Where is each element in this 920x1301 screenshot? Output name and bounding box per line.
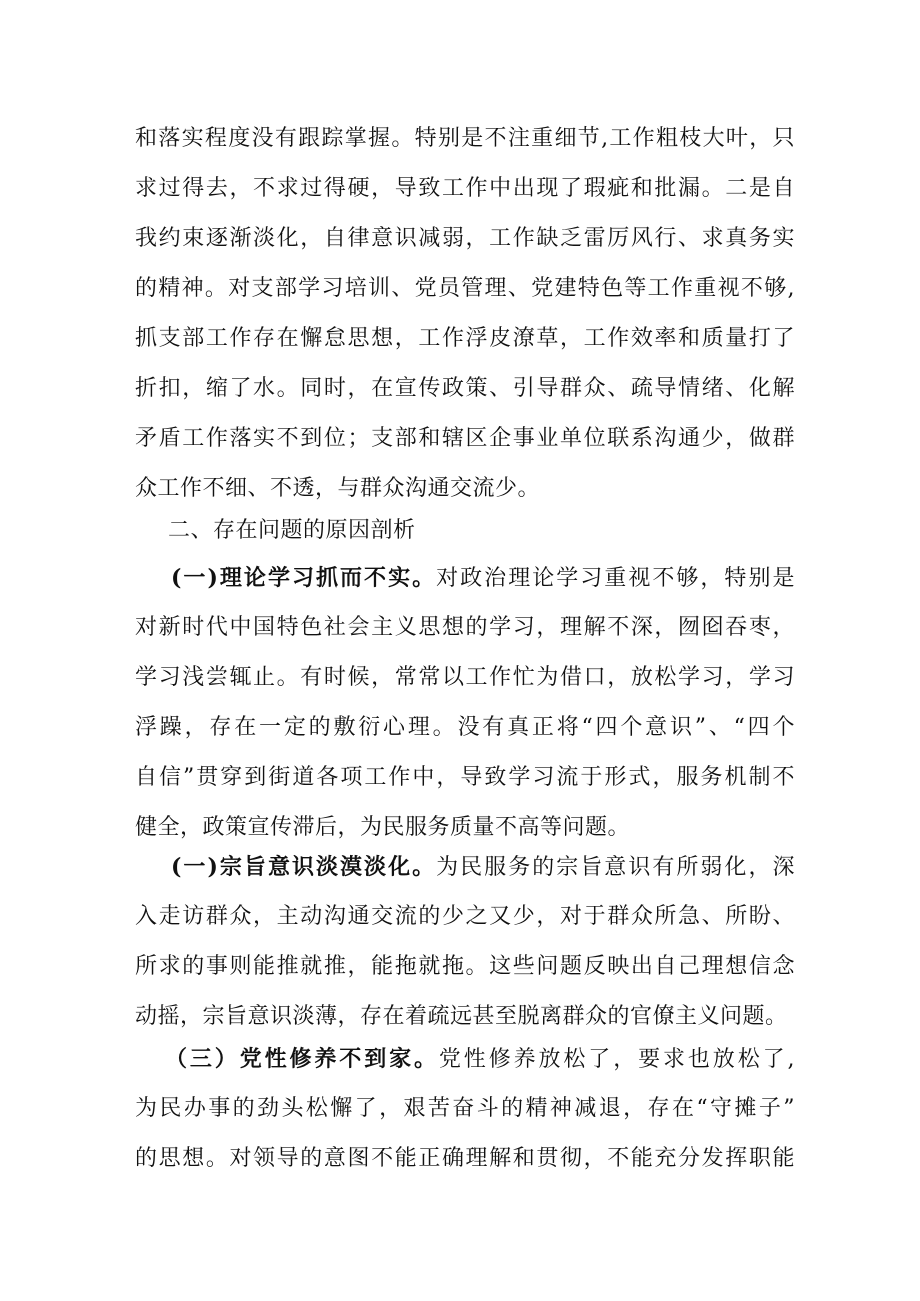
text-line: 所求的事则能推就推，能拖就拖。这些问题反映出自己理想信念 xyxy=(135,954,795,979)
text-line: 健全，政策宣传滞后，为民服务质量不高等问题。 xyxy=(135,815,631,840)
text-line: 折扣，缩了水。同时，在宣传政策、引导群众、疏导情绪、化解 xyxy=(135,376,795,401)
text-line: 众工作不细、不透，与群众沟通交流少。 xyxy=(135,476,541,501)
text-line: 动摇，宗旨意识淡薄，存在着疏远甚至脱离群众的官僚主义问题。 xyxy=(135,1004,788,1029)
text-line: 自信”贯穿到街道各项工作中，导致学习流于形式，服务机制不 xyxy=(135,765,795,790)
text-line: 为民办事的劲头松懈了，艰苦奋斗的精神减退，存在“守摊子” xyxy=(135,1096,795,1121)
text-line: 的思想。对领导的意图不能正确理解和贯彻，不能充分发挥职能 xyxy=(135,1146,795,1171)
text-line: 矛盾工作落实不到位；支部和辖区企事业单位联系沟通少，做群 xyxy=(135,426,795,451)
subsection-title: (一)理论学习抓而不实。 xyxy=(171,565,437,591)
text-line: 学习浅尝辄止。有时候，常常以工作忙为借口，放松学习，学习 xyxy=(135,665,795,690)
text-line: 浮躁，存在一定的敷衍心理。没有真正将“四个意识”、“四个 xyxy=(135,715,795,740)
text-line: 抓支部工作存在懈怠思想，工作浮皮潦草，工作效率和质量打了 xyxy=(135,326,795,351)
paragraph-first-line xyxy=(135,842,795,892)
text-run: 党性修养放松了，要求也放松了, xyxy=(438,1047,795,1072)
text-run: 对政治理论学习重视不够，特别是 xyxy=(436,566,795,591)
subsection-title: （三）党性修养不到家。 xyxy=(165,1046,439,1072)
paragraph-first-line xyxy=(135,1034,795,1084)
text-line: 的精神。对支部学习培训、党员管理、党建特色等工作重视不够, xyxy=(135,276,795,301)
section-heading: 二、存在问题的原因剖析 xyxy=(168,518,416,543)
text-line: 求过得去，不求过得硬，导致工作中出现了瑕疵和批漏。二是自 xyxy=(135,176,795,201)
paragraph-purpose-awareness xyxy=(135,842,795,1042)
paragraph-theory-study xyxy=(135,553,795,853)
subsection-title: (一)宗旨意识淡漠淡化。 xyxy=(171,854,437,880)
paragraph-party-spirit xyxy=(135,1034,795,1184)
text-line: 和落实程度没有跟踪掌握。特别是不注重细节,工作粗枝大叶，只 xyxy=(135,126,795,151)
text-line: 我约束逐渐淡化，自律意识减弱，工作缺乏雷厉风行、求真务实 xyxy=(135,226,795,251)
paragraph-continuation xyxy=(135,114,795,514)
text-line: 入走访群众，主动沟通交流的少之又少，对于群众所急、所盼、 xyxy=(135,904,795,929)
text-line: 对新时代中国特色社会主义思想的学习，理解不深，囫囵吞枣， xyxy=(135,615,795,640)
paragraph-first-line xyxy=(135,553,795,603)
text-run: 为民服务的宗旨意识有所弱化，深 xyxy=(436,855,795,880)
